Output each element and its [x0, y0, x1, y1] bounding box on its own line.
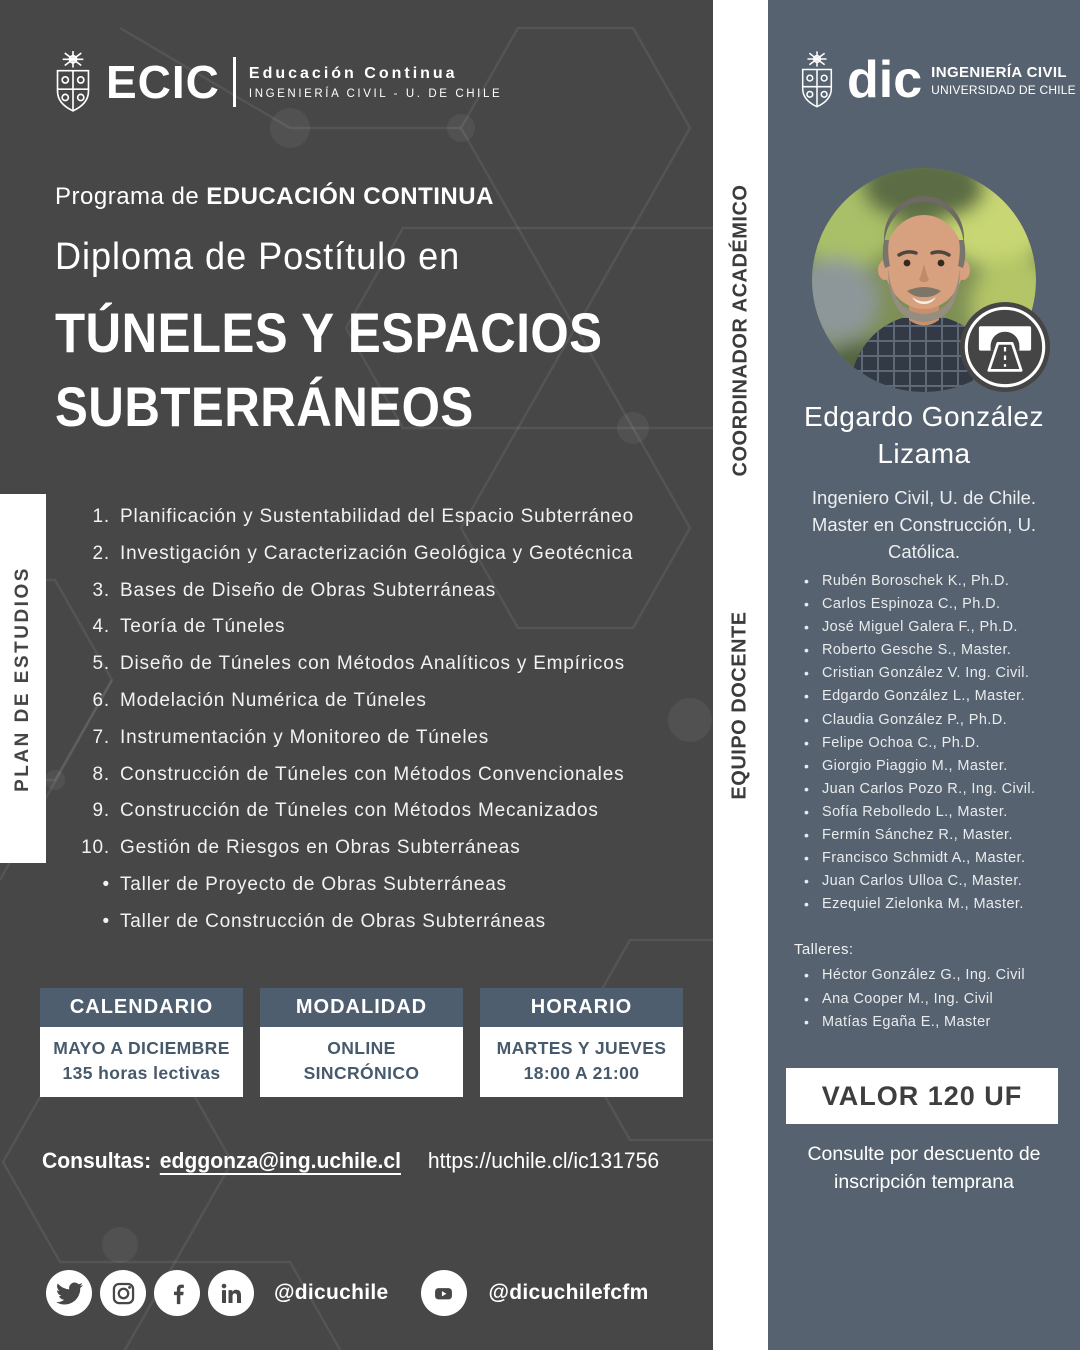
title-line-2: SUBTERRÁNEOS [55, 375, 474, 438]
taller-member [804, 968, 1025, 983]
contact-line [42, 1148, 659, 1174]
dic-logo [796, 50, 1076, 110]
course-item [72, 653, 634, 674]
info-box-body [480, 1027, 683, 1097]
taller-member-name: • Ana Cooper M., Ing. Civil [822, 990, 994, 1007]
team-member [804, 643, 1035, 658]
numbered-course-list [72, 506, 634, 858]
info-box-line-2: 18:00 A 21:00 [523, 1063, 640, 1083]
course-number: 4. [92, 616, 110, 638]
info-box-line-2: SINCRÓNICO [303, 1063, 420, 1083]
info-box-header: HORARIO [480, 988, 683, 1027]
talleres-list [804, 968, 1025, 1039]
ecic-tagline-2: INGENIERÍA CIVIL - U. DE CHILE [248, 87, 503, 100]
ecic-brand-name: ECIC [106, 56, 220, 108]
info-boxes-row [40, 988, 683, 1097]
team-member [804, 828, 1035, 843]
team-member-name: • Sofía Rebolledo L., Master. [822, 803, 1008, 820]
team-member [804, 805, 1035, 820]
info-box [260, 988, 463, 1097]
course-number: 9. [92, 800, 110, 822]
workshop-item [72, 874, 634, 895]
team-member-name: • Roberto Gesche S., Master. [822, 642, 1012, 659]
info-box [40, 988, 243, 1097]
course-label: Construcción de Túneles con Métodos Mecanizados [120, 800, 599, 822]
team-member-name: • Felipe Ochoa C., Ph.D. [822, 734, 980, 751]
dic-line-2: UNIVERSIDAD DE CHILE [931, 82, 1076, 97]
course-label: Planificación y Sustentabilidad del Espacio Subterráneo [120, 506, 635, 527]
bullet-icon [72, 911, 110, 932]
course-item [72, 580, 634, 601]
course-number: 5. [92, 653, 110, 675]
course-label: Instrumentación y Monitoreo de Túneles [120, 726, 490, 748]
course-number: 10. [81, 837, 110, 859]
divider-strip [713, 0, 768, 1350]
course-label: Investigación y Caracterización Geológica y Geotécnica [120, 542, 634, 564]
info-box-body [40, 1027, 243, 1097]
info-box-line-1: ONLINE [327, 1038, 396, 1058]
tunnel-badge-icon [960, 302, 1050, 392]
contact-email-link[interactable]: edggonza@ing.uchile.cl [159, 1148, 401, 1173]
program-emphasis: EDUCACIÓN CONTINUA [206, 183, 494, 210]
course-number: 2. [92, 542, 110, 564]
course-label: Gestión de Riesgos en Obras Subterráneas [120, 837, 521, 859]
course-item [72, 616, 634, 637]
team-member [804, 597, 1035, 612]
contact-label: Consultas: [42, 1148, 152, 1173]
social-handle-youtube[interactable]: @dicuchilefcfm [488, 1281, 649, 1304]
ecic-logo [50, 50, 502, 114]
team-member [804, 574, 1035, 589]
team-list [804, 574, 1035, 920]
instagram-icon[interactable] [100, 1270, 146, 1316]
team-member-name: • Carlos Espinoza C., Ph.D. [822, 596, 1001, 613]
team-member-name: • Juan Carlos Ulloa C., Master. [822, 873, 1023, 890]
team-member-name: • José Miguel Galera F., Ph.D. [822, 619, 1018, 636]
team-member-name: • Fermín Sánchez R., Master. [822, 827, 1013, 844]
course-item [72, 543, 634, 564]
coordinator-photo [812, 168, 1036, 392]
team-member-name: • Edgardo González L., Master. [822, 688, 1026, 705]
team-member-name: • Giorgio Piaggio M., Master. [822, 757, 1008, 774]
twitter-icon[interactable] [46, 1270, 92, 1316]
university-crest-icon [50, 50, 96, 114]
course-item [72, 690, 634, 711]
info-box-header: MODALIDAD [260, 988, 463, 1027]
team-section-label: EQUIPO DOCENTE [729, 610, 752, 800]
info-box-line-1: MAYO A DICIEMBRE [53, 1038, 230, 1058]
team-member [804, 689, 1035, 704]
course-item [72, 800, 634, 821]
course-item [72, 837, 634, 858]
course-label: Diseño de Túneles con Métodos Analíticos y Empíricos [120, 653, 625, 675]
talleres-label: Talleres: [794, 941, 854, 958]
info-box-line-2: 135 horas lectivas [62, 1063, 221, 1083]
plan-de-estudios-label: PLAN DE ESTUDIOS [12, 565, 33, 792]
team-member [804, 736, 1035, 751]
program-label [55, 183, 494, 211]
course-label: Construcción de Túneles con Métodos Convencionales [120, 763, 625, 785]
team-member-name: • Ezequiel Zielonka M., Master. [822, 896, 1024, 913]
info-box-body [260, 1027, 463, 1097]
taller-member-name: • Héctor González G., Ing. Civil [822, 967, 1025, 983]
course-item [72, 727, 634, 748]
course-number: 8. [92, 763, 110, 785]
team-member [804, 782, 1035, 797]
social-row [46, 1270, 649, 1316]
taller-member [804, 992, 1025, 1007]
coordinator-section-label: COORDINADOR ACADÉMICO [729, 184, 752, 476]
contact-url[interactable]: https://uchile.cl/ic131756 [427, 1148, 660, 1173]
workshop-label: Taller de Proyecto de Obras Subterráneas [120, 873, 507, 895]
course-label: Modelación Numérica de Túneles [120, 689, 427, 711]
course-number: 1. [92, 506, 110, 527]
team-member [804, 666, 1035, 681]
dic-line-1: INGENIERÍA CIVIL [931, 63, 1067, 81]
team-member [804, 851, 1035, 866]
workshop-label: Taller de Construcción de Obras Subterráneas [120, 910, 546, 932]
team-member-name: • Rubén Boroschek K., Ph.D. [822, 573, 1010, 589]
team-member-name: • Cristian González V. Ing. Civil. [822, 665, 1030, 682]
workshop-list [72, 874, 634, 932]
price-box [786, 1068, 1058, 1124]
taller-member [804, 1015, 1025, 1030]
course-number: 3. [92, 579, 110, 601]
university-crest-icon [796, 50, 838, 110]
course-number: 6. [92, 689, 110, 711]
team-member-name: • Claudia González P., Ph.D. [822, 711, 1008, 728]
course-number: 7. [92, 726, 110, 748]
bullet-icon [72, 874, 110, 895]
team-member [804, 713, 1035, 728]
dic-brand-name: dic [847, 51, 923, 109]
title-line-1: TÚNELES Y ESPACIOS [55, 301, 603, 364]
degree-subtitle: Diploma de Postítulo en [55, 236, 461, 278]
team-member-name: • Juan Carlos Pozo R., Ing. Civil. [822, 780, 1036, 797]
plan-de-estudios-tab [0, 494, 46, 863]
info-box-header: CALENDARIO [40, 988, 243, 1027]
workshop-item [72, 911, 634, 932]
coordinator-bio: Ingeniero Civil, U. de Chile. Master en Construcción, U. Católica. [811, 487, 1037, 562]
linkedin-icon[interactable] [208, 1270, 254, 1316]
team-member [804, 620, 1035, 635]
youtube-icon[interactable] [421, 1270, 467, 1316]
course-item [72, 506, 634, 527]
info-box [480, 988, 683, 1097]
facebook-icon[interactable] [154, 1270, 200, 1316]
team-member [804, 874, 1035, 889]
coordinator-name: Edgardo González Lizama [804, 401, 1044, 469]
team-member [804, 897, 1035, 912]
discount-note: Consulte por descuento de inscripción temprana [807, 1143, 1041, 1193]
curriculum-list [72, 506, 634, 948]
ecic-tagline-1: Educación Continua [248, 64, 458, 82]
course-label: Bases de Diseño de Obras Subterráneas [120, 579, 497, 601]
social-handle-main[interactable]: @dicuchile [274, 1281, 389, 1304]
course-label: Teoría de Túneles [120, 616, 286, 638]
price-label: VALOR 120 UF [821, 1080, 1023, 1111]
taller-member-name: • Matías Egaña E., Master [822, 1014, 991, 1031]
page-title [55, 296, 602, 444]
course-item [72, 764, 634, 785]
right-panel [768, 0, 1080, 1350]
program-prefix: Programa de [55, 183, 200, 210]
logo-divider-bar [233, 57, 236, 107]
team-member [804, 759, 1035, 774]
team-member-name: • Francisco Schmidt A., Master. [822, 850, 1026, 867]
info-box-line-1: MARTES Y JUEVES [496, 1038, 667, 1058]
